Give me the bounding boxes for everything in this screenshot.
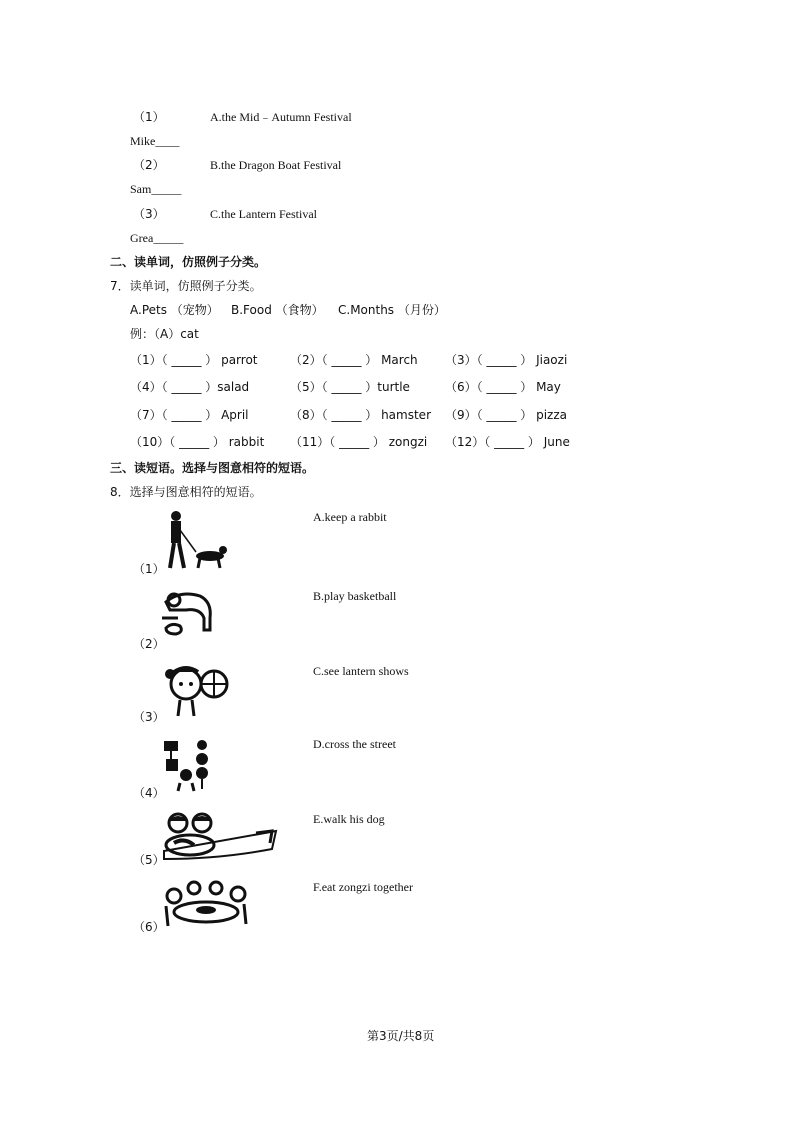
q8-num-6: （6）	[133, 920, 165, 934]
q8-option-b: B.play basketball	[313, 589, 397, 603]
q7-item-9: （9）（ _____ ） pizza	[445, 408, 567, 422]
lanterns-picture	[160, 737, 216, 793]
q8-option-a: A.keep a rabbit	[313, 510, 387, 524]
q7-item-8: （8）（ _____ ） hamster	[290, 408, 432, 422]
q7-item-6: （6）（ _____ ） May	[445, 380, 561, 394]
q6-num-1: （1）	[133, 110, 165, 124]
kids-with-rabbit-picture	[160, 811, 278, 861]
girl-with-ball-picture	[162, 662, 232, 718]
q6-num-3: （3）	[133, 207, 165, 221]
q7-item-11: （11）（ _____ ） zongzi	[290, 435, 428, 449]
q7-title: 7．读单词，仿照例子分类。	[110, 279, 262, 293]
q6-num-2: （2）	[133, 158, 165, 172]
q8-title: 8．选择与图意相符的短语。	[110, 485, 262, 499]
section2-heading: 二、读单词，仿照例子分类。	[110, 255, 267, 269]
person-crossing-picture	[160, 588, 216, 638]
q7-item-1: （1）（ _____ ） parrot	[130, 353, 258, 367]
q6-name-mike: Mike____	[130, 134, 180, 148]
category-months: C.Months （月份）	[338, 303, 446, 317]
q8-num-2: （2）	[133, 637, 165, 651]
q8-num-3: （3）	[133, 710, 165, 724]
q8-option-e: E.walk his dog	[313, 812, 385, 826]
man-walking-dog-picture	[160, 508, 232, 572]
section3-heading: 三、读短语。选择与图意相符的短语。	[110, 461, 315, 475]
q7-item-4: （4）（ _____ ）salad	[130, 380, 250, 394]
q8-num-4: （4）	[133, 786, 165, 800]
q8-option-f: F.eat zongzi together	[313, 880, 414, 894]
q6-option-a: A.the Mid﹣Autumn Festival	[210, 110, 352, 124]
q7-example: 例：（A）cat	[130, 327, 199, 341]
q8-option-c: C.see lantern shows	[313, 664, 409, 678]
q7-item-7: （7）（ _____ ） April	[130, 408, 249, 422]
q6-option-b: B.the Dragon Boat Festival	[210, 158, 342, 172]
q7-item-12: （12）（ _____ ） June	[445, 435, 570, 449]
q7-item-10: （10）（ _____ ） rabbit	[130, 435, 265, 449]
q8-num-1: （1）	[133, 562, 165, 576]
q7-item-3: （3）（ _____ ） Jiaozi	[445, 353, 568, 367]
q7-item-2: （2）（ _____ ） March	[290, 353, 418, 367]
q6-option-c: C.the Lantern Festival	[210, 207, 317, 221]
q8-num-5: （5）	[133, 853, 165, 867]
category-food: B.Food （食物）	[231, 303, 324, 317]
q6-name-grea: Grea_____	[130, 231, 184, 245]
q6-name-sam: Sam_____	[130, 182, 182, 196]
category-pets: A.Pets （宠物）	[130, 303, 219, 317]
q8-option-d: D.cross the street	[313, 737, 396, 751]
page-footer: 第3页/共8页	[367, 1029, 435, 1043]
family-table-picture	[160, 880, 252, 928]
q7-item-5: （5）（ _____ ）turtle	[290, 380, 410, 394]
